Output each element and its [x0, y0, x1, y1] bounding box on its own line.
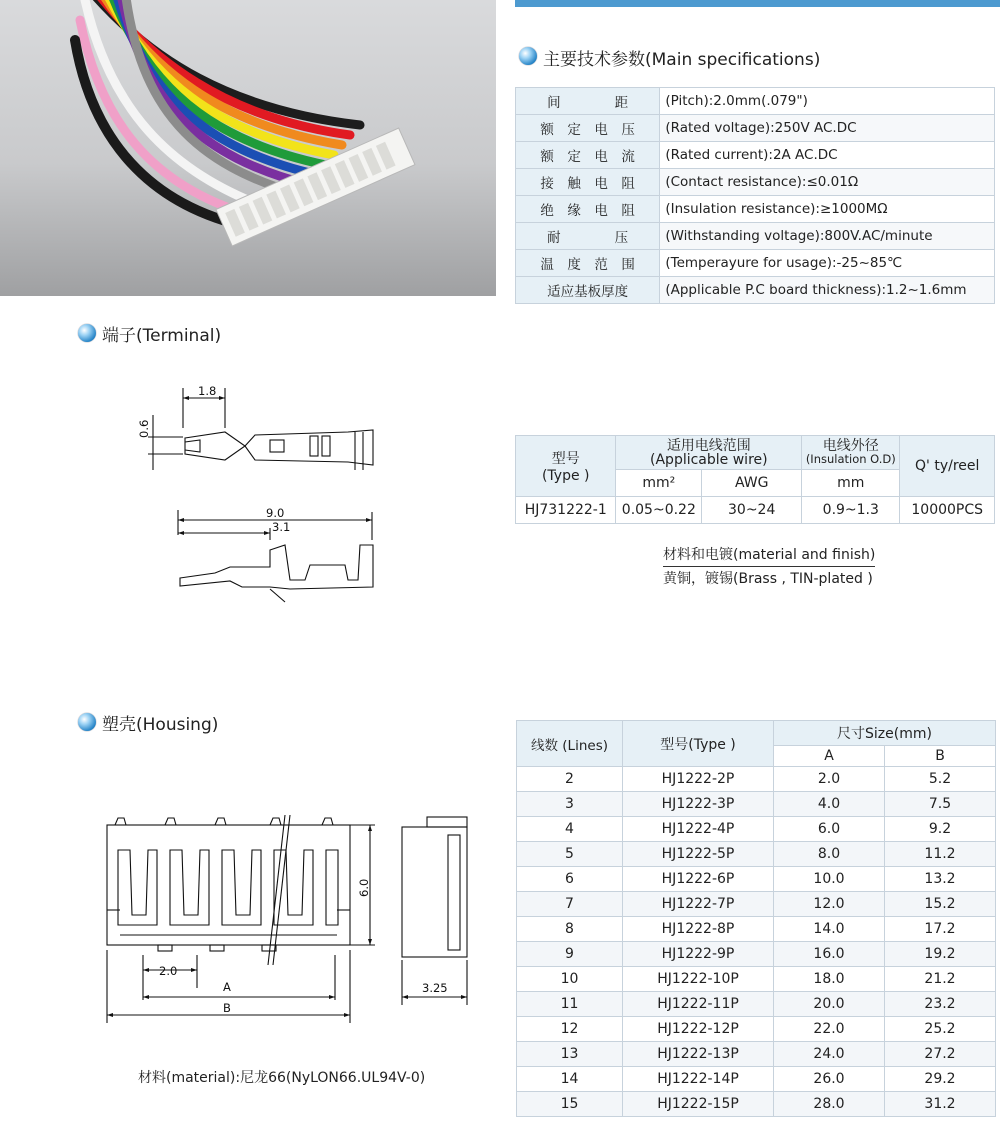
- table-row: [517, 767, 996, 792]
- housing-a-cell: 6.0: [774, 817, 885, 842]
- spec-value: (Rated current):2A AC.DC: [660, 142, 995, 169]
- terminal-drawing: [130, 380, 390, 610]
- housing-material: 材料(material):尼龙66(NyLON66.UL94V-0): [138, 1070, 426, 1086]
- terminal-awg-cell: 30~24: [702, 497, 802, 524]
- table-row: [517, 992, 996, 1017]
- housing-b-cell: 5.2: [885, 767, 996, 792]
- spec-row: [516, 169, 995, 196]
- spec-row: [516, 115, 995, 142]
- housing-a-cell: 22.0: [774, 1017, 885, 1042]
- housing-table: [516, 720, 996, 1117]
- housing-b-cell: 23.2: [885, 992, 996, 1017]
- table-row: [517, 792, 996, 817]
- spec-value: (Temperayure for usage):-25~85℃: [660, 250, 995, 277]
- main-specs-table: [515, 87, 995, 304]
- spec-label: 接 触 电 阻: [516, 169, 660, 196]
- housing-lines-cell: 2: [517, 767, 623, 792]
- terminal-dim-part: 3.1: [272, 520, 291, 534]
- housing-a-cell: 14.0: [774, 917, 885, 942]
- housing-a-cell: 16.0: [774, 942, 885, 967]
- spec-label: 适应基板厚度: [516, 277, 660, 304]
- housing-type-cell: HJ1222-12P: [623, 1017, 774, 1042]
- housing-lines-cell: 5: [517, 842, 623, 867]
- od-header: 电线外径 (Insulation O.D): [802, 436, 900, 470]
- type-header: 型号 (Type ): [516, 436, 616, 497]
- spec-value: (Applicable P.C board thickness):1.2~1.6mm: [660, 277, 995, 304]
- lines-header: 线数 (Lines): [517, 721, 623, 767]
- wire-harness-illustration: [0, 0, 496, 296]
- housing-a-cell: 8.0: [774, 842, 885, 867]
- housing-lines-cell: 7: [517, 892, 623, 917]
- material-finish-title: 材料和电镀(material and finish): [663, 544, 875, 567]
- mm2-header: mm²: [616, 470, 702, 497]
- housing-b-cell: 25.2: [885, 1017, 996, 1042]
- housing-type-cell: HJ1222-9P: [623, 942, 774, 967]
- housing-a-cell: 4.0: [774, 792, 885, 817]
- housing-a-cell: 24.0: [774, 1042, 885, 1067]
- housing-type-cell: HJ1222-2P: [623, 767, 774, 792]
- spec-label: 温 度 范 围: [516, 250, 660, 277]
- housing-lines-cell: 9: [517, 942, 623, 967]
- size-header: 尺寸Size(mm): [774, 721, 996, 746]
- awg-header: AWG: [702, 470, 802, 497]
- housing-lines-cell: 14: [517, 1067, 623, 1092]
- table-row: [517, 942, 996, 967]
- housing-b-cell: 17.2: [885, 917, 996, 942]
- spec-label: 间 距: [516, 88, 660, 115]
- housing-lines-cell: 12: [517, 1017, 623, 1042]
- table-row: [517, 967, 996, 992]
- housing-lines-cell: 3: [517, 792, 623, 817]
- housing-type-cell: HJ1222-6P: [623, 867, 774, 892]
- housing-lines-cell: 8: [517, 917, 623, 942]
- table-row: [517, 1067, 996, 1092]
- housing-b-cell: 27.2: [885, 1042, 996, 1067]
- housing-lines-cell: 10: [517, 967, 623, 992]
- housing-type-cell: HJ1222-11P: [623, 992, 774, 1017]
- spec-row: [516, 250, 995, 277]
- housing-dim-a: A: [223, 980, 231, 994]
- material-finish-value: 黄铜，镀锡(Brass , TIN-plated ): [663, 571, 873, 587]
- terminal-dim-length: 9.0: [266, 506, 285, 520]
- housing-a-cell: 12.0: [774, 892, 885, 917]
- spec-value: (Insulation resistance):≥1000MΩ: [660, 196, 995, 223]
- housing-lines-cell: 15: [517, 1092, 623, 1117]
- section-bullet-icon: [78, 713, 96, 731]
- housing-dim-height: 6.0: [357, 878, 371, 897]
- spec-row: [516, 196, 995, 223]
- table-row: [517, 867, 996, 892]
- table-row: [517, 917, 996, 942]
- table-row: [517, 842, 996, 867]
- housing-dim-pitch: 2.0: [159, 964, 178, 978]
- housing-a-cell: 28.0: [774, 1092, 885, 1117]
- housing-lines-cell: 6: [517, 867, 623, 892]
- housing-dim-depth: 3.25: [422, 981, 448, 995]
- product-photo: [0, 0, 496, 296]
- housing-type-cell: HJ1222-8P: [623, 917, 774, 942]
- housing-a-cell: 18.0: [774, 967, 885, 992]
- size-b-header: B: [885, 745, 996, 766]
- terminal-qty-cell: 10000PCS: [900, 497, 995, 524]
- spec-row: [516, 142, 995, 169]
- housing-type-cell: HJ1222-14P: [623, 1067, 774, 1092]
- terminal-od-cell: 0.9~1.3: [802, 497, 900, 524]
- spec-value: (Withstanding voltage):800V.AC/minute: [660, 223, 995, 250]
- housing-type-cell: HJ1222-10P: [623, 967, 774, 992]
- table-row: [517, 892, 996, 917]
- housing-a-cell: 26.0: [774, 1067, 885, 1092]
- terminal-type-cell: HJ731222-1: [516, 497, 616, 524]
- spec-value: (Rated voltage):250V AC.DC: [660, 115, 995, 142]
- terminal-dim-width: 1.8: [198, 384, 217, 398]
- housing-a-cell: 2.0: [774, 767, 885, 792]
- housing-type-cell: HJ1222-3P: [623, 792, 774, 817]
- housing-lines-cell: 11: [517, 992, 623, 1017]
- housing-type-cell: HJ1222-4P: [623, 817, 774, 842]
- housing-lines-cell: 4: [517, 817, 623, 842]
- housing-type-cell: HJ1222-7P: [623, 892, 774, 917]
- table-row: [517, 1017, 996, 1042]
- spec-value: (Contact resistance):≤0.01Ω: [660, 169, 995, 196]
- table-row: [517, 817, 996, 842]
- terminal-mm2-cell: 0.05~0.22: [616, 497, 702, 524]
- housing-drawing: [100, 805, 480, 1025]
- spec-row: [516, 277, 995, 304]
- housing-title: 塑壳(Housing): [102, 715, 219, 735]
- spec-row: [516, 223, 995, 250]
- housing-b-cell: 7.5: [885, 792, 996, 817]
- housing-a-cell: 10.0: [774, 867, 885, 892]
- housing-type-cell: HJ1222-15P: [623, 1092, 774, 1117]
- housing-b-cell: 11.2: [885, 842, 996, 867]
- housing-b-cell: 15.2: [885, 892, 996, 917]
- main-specs-title: 主要技术参数(Main specifications): [543, 50, 821, 70]
- housing-b-cell: 9.2: [885, 817, 996, 842]
- spec-label: 额 定 电 压: [516, 115, 660, 142]
- housing-b-cell: 21.2: [885, 967, 996, 992]
- terminal-table: [515, 435, 995, 524]
- size-a-header: A: [774, 745, 885, 766]
- housing-b-cell: 29.2: [885, 1067, 996, 1092]
- terminal-title: 端子(Terminal): [102, 326, 222, 346]
- housing-lines-cell: 13: [517, 1042, 623, 1067]
- mm-header: mm: [802, 470, 900, 497]
- spec-value: (Pitch):2.0mm(.079"): [660, 88, 995, 115]
- spec-row: [516, 88, 995, 115]
- housing-b-cell: 19.2: [885, 942, 996, 967]
- housing-b-cell: 13.2: [885, 867, 996, 892]
- table-row: [517, 1042, 996, 1067]
- housing-dim-b: B: [223, 1001, 231, 1015]
- housing-type-cell: HJ1222-13P: [623, 1042, 774, 1067]
- qty-header: Q' ty/reel: [900, 436, 995, 497]
- spec-label: 耐 压: [516, 223, 660, 250]
- housing-a-cell: 20.0: [774, 992, 885, 1017]
- table-row: [517, 1092, 996, 1117]
- housing-b-cell: 31.2: [885, 1092, 996, 1117]
- spec-label: 绝 缘 电 阻: [516, 196, 660, 223]
- housing-type-cell: HJ1222-5P: [623, 842, 774, 867]
- section-bullet-icon: [519, 47, 537, 65]
- housing-type-header: 型号(Type ): [623, 721, 774, 767]
- header-accent-bar: [515, 0, 1000, 7]
- section-bullet-icon: [78, 324, 96, 342]
- spec-label: 额 定 电 流: [516, 142, 660, 169]
- terminal-dim-height: 0.6: [137, 419, 151, 438]
- wire-range-header: 适用电线范围 (Applicable wire): [616, 436, 802, 470]
